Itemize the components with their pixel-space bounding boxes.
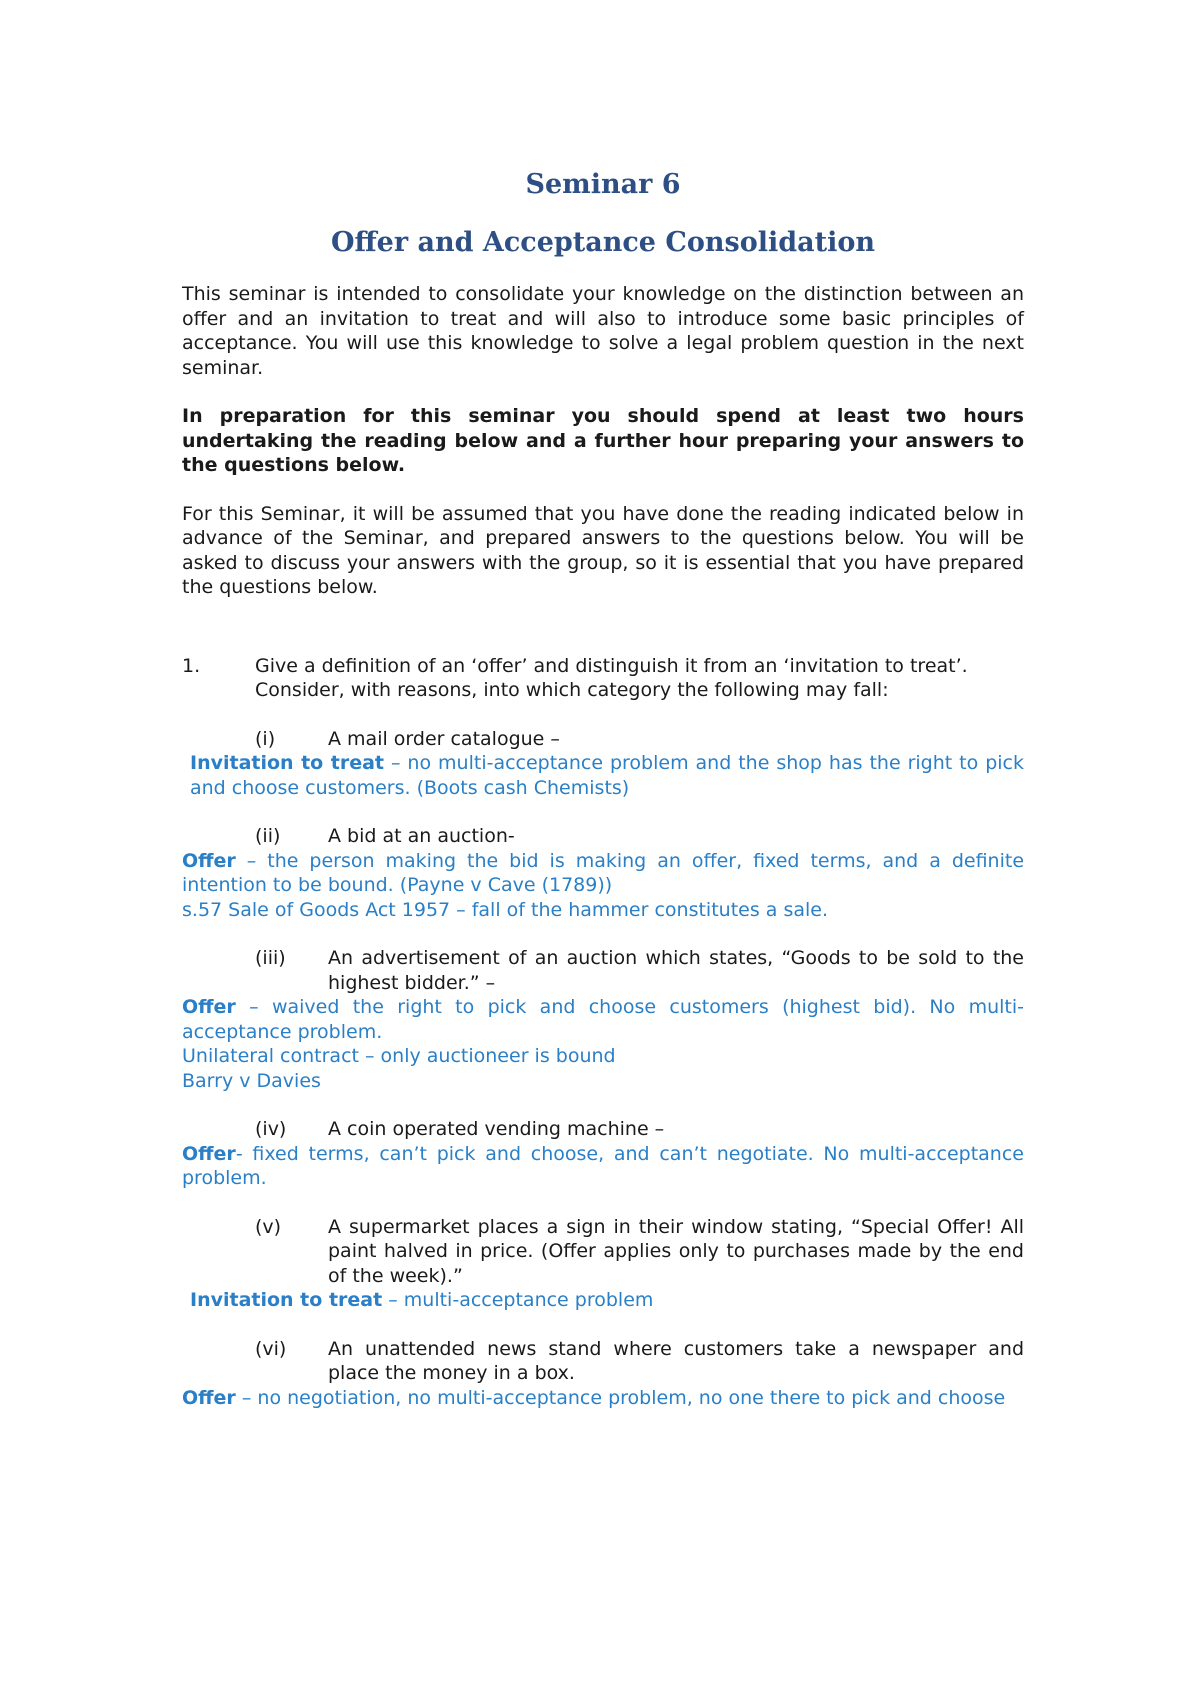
document-body	[182, 168, 1024, 1410]
sub-item-text: A supermarket places a sign in their window stating, “Special Offer! All paint halved in price. (Offer applies only to purchases made by the end of the week).”	[328, 1215, 1024, 1287]
answer-ii	[182, 849, 1024, 898]
sub-item-iv	[182, 1117, 1024, 1142]
sub-item-text: A coin operated vending machine –	[328, 1118, 665, 1140]
preparation-paragraph: In preparation for this seminar you should spend at least two hours undertaking the reading below and a further hour preparing your answers to the questions below.	[182, 405, 1024, 476]
sub-item-v	[182, 1215, 1024, 1289]
answer-ii-line-2: s.57 Sale of Goods Act 1957 – fall of the hammer constitutes a sale.	[182, 898, 829, 921]
answer-text: – waived the right to pick and choose customers (highest bid). No multi-acceptance problem.	[182, 996, 1024, 1043]
question-1	[182, 654, 1024, 703]
intro-paragraph: This seminar is intended to consolidate your knowledge on the distinction between an offer and an invitation to treat and will also to introduce some basic principles of acceptance. You will use this knowledge to solve a legal problem question in the next seminar.	[182, 283, 1024, 379]
sub-item-number: (ii)	[255, 825, 281, 847]
sub-item-i	[182, 727, 1024, 752]
answer-keyword: Invitation to treat	[190, 752, 385, 774]
answer-keyword: Offer	[182, 996, 236, 1018]
answer-iii-line-2: Unilateral contract – only auctioneer is bound	[182, 1045, 616, 1067]
answer-text: – no negotiation, no multi-acceptance problem, no one there to pick and choose	[241, 1386, 1006, 1409]
question-text: Give a definition of an ‘offer’ and distinguish it from an ‘invitation to treat’. Consider, with reasons, into which category the following may fall:	[255, 654, 968, 701]
answer-iv	[182, 1142, 1024, 1191]
sub-item-number: (i)	[255, 727, 276, 750]
answer-v	[182, 1288, 1024, 1313]
sub-item-number: (iv)	[255, 1118, 287, 1140]
sub-item-text: A bid at an auction-	[328, 825, 515, 847]
question-number: 1.	[182, 654, 201, 677]
page-subtitle: Offer and Acceptance Consolidation	[331, 227, 875, 258]
answer-keyword: Offer	[182, 849, 236, 872]
answer-vi	[182, 1386, 1024, 1411]
answer-text: – the person making the bid is making an offer, fixed terms, and a definite intention to be bound. (Payne v Cave (1789))	[182, 849, 1025, 896]
answer-keyword: Invitation to treat	[190, 1289, 383, 1311]
sub-item-number: (vi)	[255, 1337, 287, 1360]
sub-item-vi	[182, 1337, 1024, 1386]
page-title: Seminar 6	[525, 169, 681, 200]
answer-keyword: Offer	[182, 1142, 236, 1165]
answer-text: - fixed terms, can’t pick and choose, and can’t negotiate. No multi-acceptance problem.	[182, 1142, 1024, 1189]
answer-text: – no multi-acceptance problem and the shop has the right to pick and choose customers. (Boots cash Chemists)	[190, 752, 1024, 799]
answer-iii	[182, 995, 1024, 1044]
sub-item-number: (v)	[255, 1215, 282, 1238]
answer-text: – multi-acceptance problem	[388, 1289, 654, 1311]
answer-keyword: Offer	[182, 1386, 236, 1409]
sub-item-number: (iii)	[255, 947, 286, 969]
instructions-paragraph: For this Seminar, it will be assumed that you have done the reading indicated below in advance of the Seminar, and prepared answers to the questions below. You will be asked to discuss your answers with the group, so it is essential that you have prepared the questions below.	[182, 502, 1024, 598]
sub-item-text: An advertisement of an auction which states, “Goods to be sold to the highest bidder.” –	[328, 947, 1024, 994]
sub-item-text: An unattended news stand where customers take a newspaper and place the money in a box.	[328, 1337, 1024, 1384]
answer-iii-line-3: Barry v Davies	[182, 1069, 321, 1092]
sub-item-text: A mail order catalogue –	[328, 727, 560, 750]
sub-item-ii	[182, 824, 1024, 849]
answer-i	[182, 751, 1024, 800]
sub-item-iii	[182, 946, 1024, 995]
